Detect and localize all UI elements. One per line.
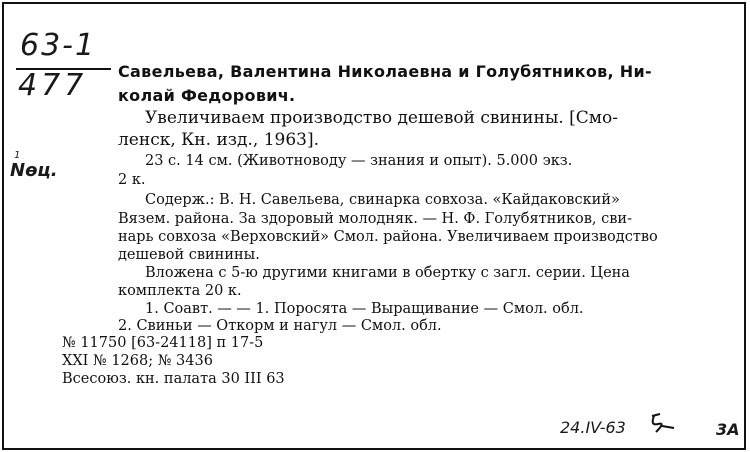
title-line-2: ленск, Кн. изд., 1963].	[118, 130, 320, 150]
call-number-bottom: 477	[18, 68, 88, 103]
initials-scribble	[648, 412, 676, 436]
note-line-2: комплекта 20 к.	[118, 283, 242, 299]
contents-line-4: дешевой свинины.	[118, 247, 260, 263]
contents-line-3: нарь совхоза «Верховский» Смол. района. Увеличиваем производство	[118, 229, 658, 245]
author-line-1: Савельева, Валентина Николаевна и Голубятников, Ни-	[118, 62, 652, 81]
registration-line-3: Всесоюз. кн. палата 30 III 63	[62, 371, 285, 387]
side-mark: Nөц.	[10, 160, 58, 181]
registration-line-2: XXI № 1268; № 3436	[62, 353, 213, 369]
subjects-line-1: 1. Соавт. — — 1. Поросята — Выращивание — Смол. обл.	[145, 301, 584, 317]
side-mark-number: 1	[14, 150, 21, 161]
collation-line-1: 23 с. 14 см. (Животноводу — знания и опыт). 5.000 экз.	[145, 153, 573, 169]
call-number-top: 63-1	[20, 28, 97, 63]
handwritten-date: 24.IV-63	[560, 418, 626, 437]
author-line-2: колай Федорович.	[118, 86, 296, 105]
title-line-1: Увеличиваем производство дешевой свинины. [Смо-	[145, 108, 618, 128]
registration-line-1: № 11750 [63-24118] п 17-5	[62, 335, 264, 351]
contents-line-1: Содерж.: В. Н. Савельева, свинарка совхоза. «Кайдаковский»	[145, 192, 620, 208]
contents-line-2: Вязем. района. За здоровый молодняк. — Н. Ф. Голубятников, сви-	[118, 211, 632, 227]
subjects-line-2: 2. Свиньи — Откорм и нагул — Смол. обл.	[118, 318, 442, 334]
note-line-1: Вложена с 5-ю другими книгами в обертку с загл. серии. Цена	[145, 265, 630, 281]
handwritten-corner-mark: 3A	[716, 420, 740, 439]
collation-line-2: 2 к.	[118, 172, 146, 188]
